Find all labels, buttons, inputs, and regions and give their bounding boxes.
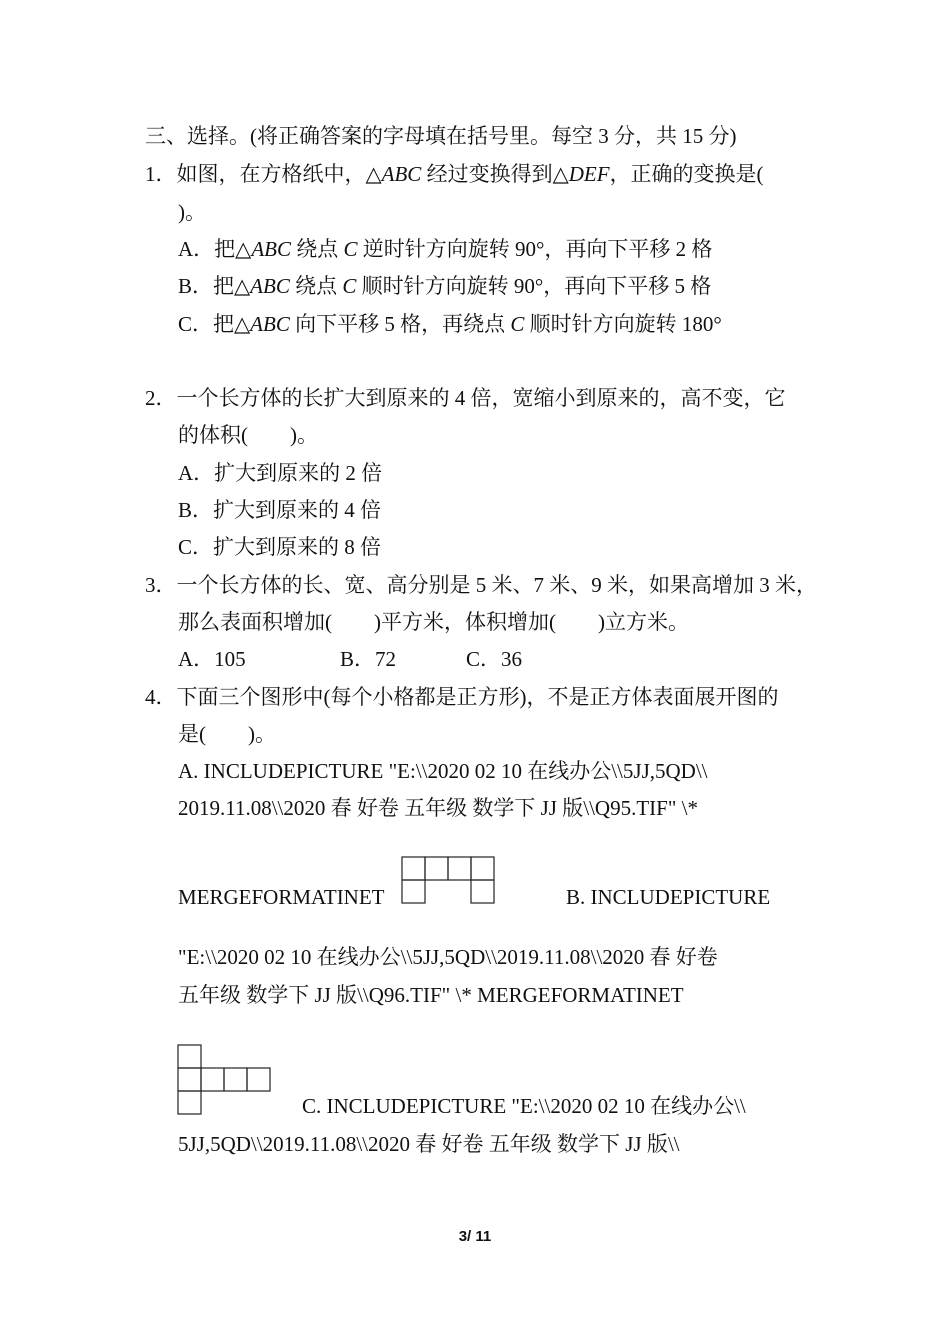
q1-option-c: C．把△ABC 向下平移 5 格，再绕点 C 顺时针方向旋转 180°: [178, 312, 722, 336]
q2-option-a: A．扩大到原来的 2 倍: [178, 461, 383, 485]
q4-option-b-line3: 五年级 数学下 JJ 版\\Q96.TIF" \* MERGEFORMATINET: [178, 983, 684, 1007]
q3-option-a: A．105: [178, 647, 246, 671]
q2-option-b: B．扩大到原来的 4 倍: [178, 498, 382, 522]
cube-net-figure-b: [177, 1044, 272, 1116]
q3-stem-line1: 3．一个长方体的长、宽、高分别是 5 米、7 米、9 米，如果高增加 3 米，: [145, 573, 817, 597]
q4-option-a-line1: A. INCLUDEPICTURE "E:\\2020 02 10 在线办公\\5JJ,5QD\\: [178, 759, 708, 783]
q4-option-b-line1: B. INCLUDEPICTURE: [566, 885, 771, 909]
q4-stem-line1: 4．下面三个图形中(每个小格都是正方形)，不是正方体表面展开图的: [145, 685, 779, 709]
q3-option-c: C．36: [466, 647, 523, 671]
q4-stem-line2: 是( )。: [178, 722, 276, 746]
cube-net-figure-a: [401, 856, 496, 906]
q1-option-a: A．把△ABC 绕点 C 逆时针方向旋转 90°，再向下平移 2 格: [178, 237, 713, 261]
q1-option-b: B．把△ABC 绕点 C 顺时针方向旋转 90°，再向下平移 5 格: [178, 274, 712, 298]
q2-stem-line1: 2．一个长方体的长扩大到原来的 4 倍，宽缩小到原来的，高不变，它: [145, 386, 786, 410]
q4-option-c-line2: 5JJ,5QD\\2019.11.08\\2020 春 好卷 五年级 数学下 JJ 版\\: [178, 1132, 680, 1156]
q4-option-a-line2: 2019.11.08\\2020 春 好卷 五年级 数学下 JJ 版\\Q95.TIF" \*: [178, 796, 698, 820]
q1-stem-line2: )。: [178, 200, 206, 224]
q4-option-a-line3: MERGEFORMATINET: [178, 885, 385, 909]
section-heading: 三、选择。(将正确答案的字母填在括号里。每空 3 分，共 15 分): [145, 124, 737, 148]
q2-stem-line2: 的体积( )。: [178, 423, 318, 447]
q3-option-b: B．72: [340, 647, 397, 671]
q1-stem-line1: 1．如图，在方格纸中，△ABC 经过变换得到△DEF，正确的变换是(: [145, 162, 764, 186]
q4-option-b-line2: "E:\\2020 02 10 在线办公\\5JJ,5QD\\2019.11.08\\2020 春 好卷: [178, 945, 718, 969]
q4-option-c-line1: C. INCLUDEPICTURE "E:\\2020 02 10 在线办公\\: [302, 1094, 746, 1118]
page-number: 3/ 11: [458, 1228, 492, 1245]
q3-stem-line2: 那么表面积增加( )平方米，体积增加( )立方米。: [178, 610, 689, 634]
q2-option-c: C．扩大到原来的 8 倍: [178, 535, 382, 559]
